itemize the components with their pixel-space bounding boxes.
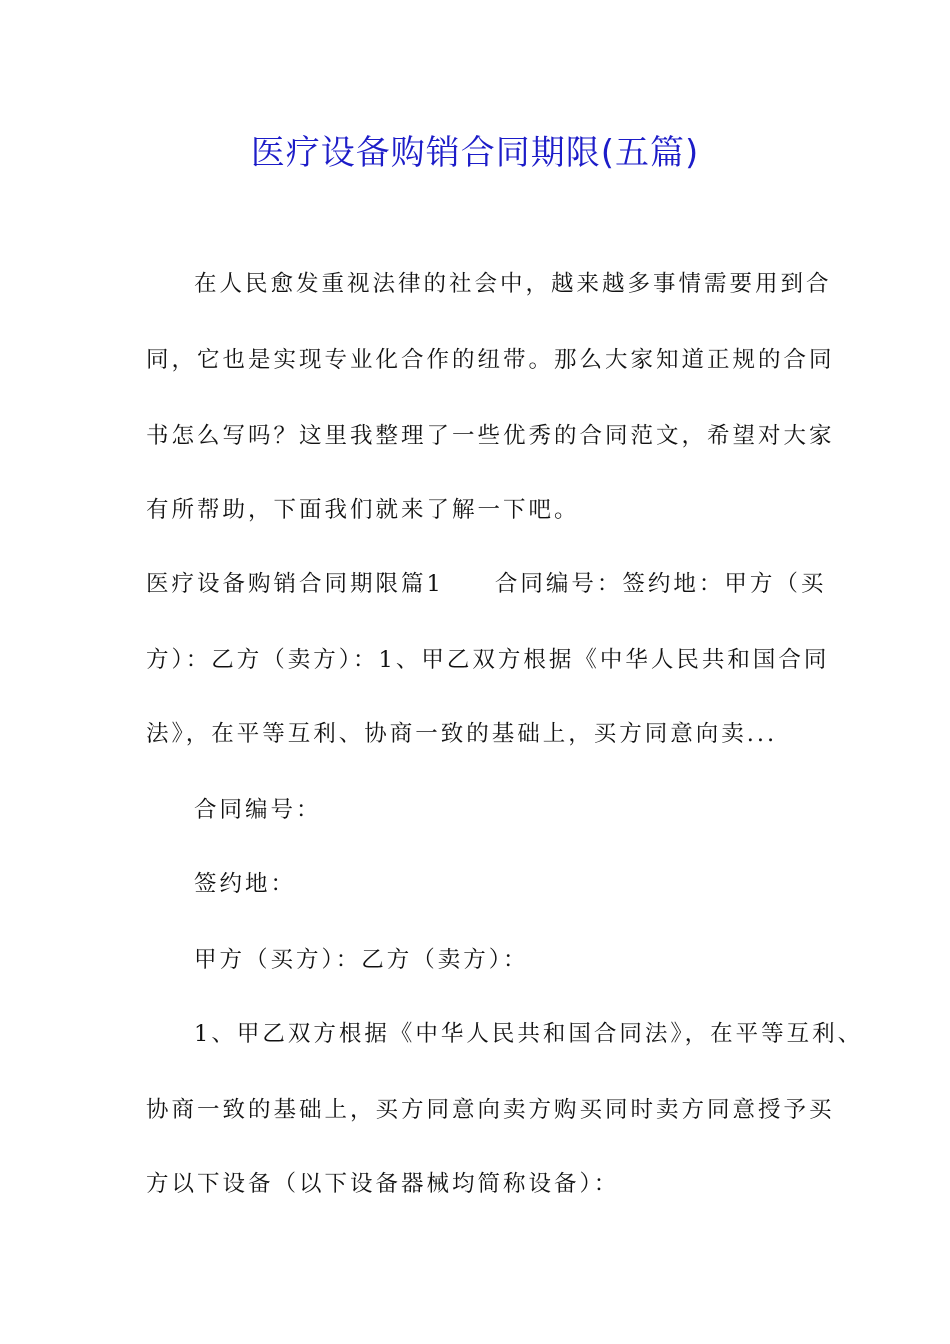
parties-label: 甲方（买方）：乙方（卖方）： [194, 947, 529, 973]
clause-line: 协商一致的基础上，买方同意向卖方购买同时卖方同意授予买 [146, 1097, 835, 1123]
paragraph-line: 有所帮助，下面我们就来了解一下吧。 [146, 497, 580, 523]
contract-number-label: 合同编号： [194, 797, 322, 823]
section-heading-line: 医疗设备购销合同期限篇1 合同编号：签约地：甲方（买 [146, 571, 827, 597]
document-title: 医疗设备购销合同期限(五篇) [250, 133, 700, 173]
paragraph-line: 法》，在平等互利、协商一致的基础上，买方同意向卖... [146, 721, 778, 747]
paragraph-line: 在人民愈发重视法律的社会中，越来越多事情需要用到合 [194, 271, 832, 297]
clause-line: 方以下设备（以下设备器械均简称设备）： [146, 1171, 620, 1197]
paragraph-line: 方）：乙方（卖方）：1、甲乙双方根据《中华人民共和国合同 [146, 647, 830, 673]
paragraph-line: 书怎么写吗？这里我整理了一些优秀的合同范文，希望对大家 [146, 423, 835, 449]
clause-line: 1、甲乙双方根据《中华人民共和国合同法》，在平等互利、 [194, 1021, 864, 1047]
signing-place-label: 签约地： [194, 871, 297, 897]
paragraph-line: 同，它也是实现专业化合作的纽带。那么大家知道正规的合同 [146, 347, 835, 373]
